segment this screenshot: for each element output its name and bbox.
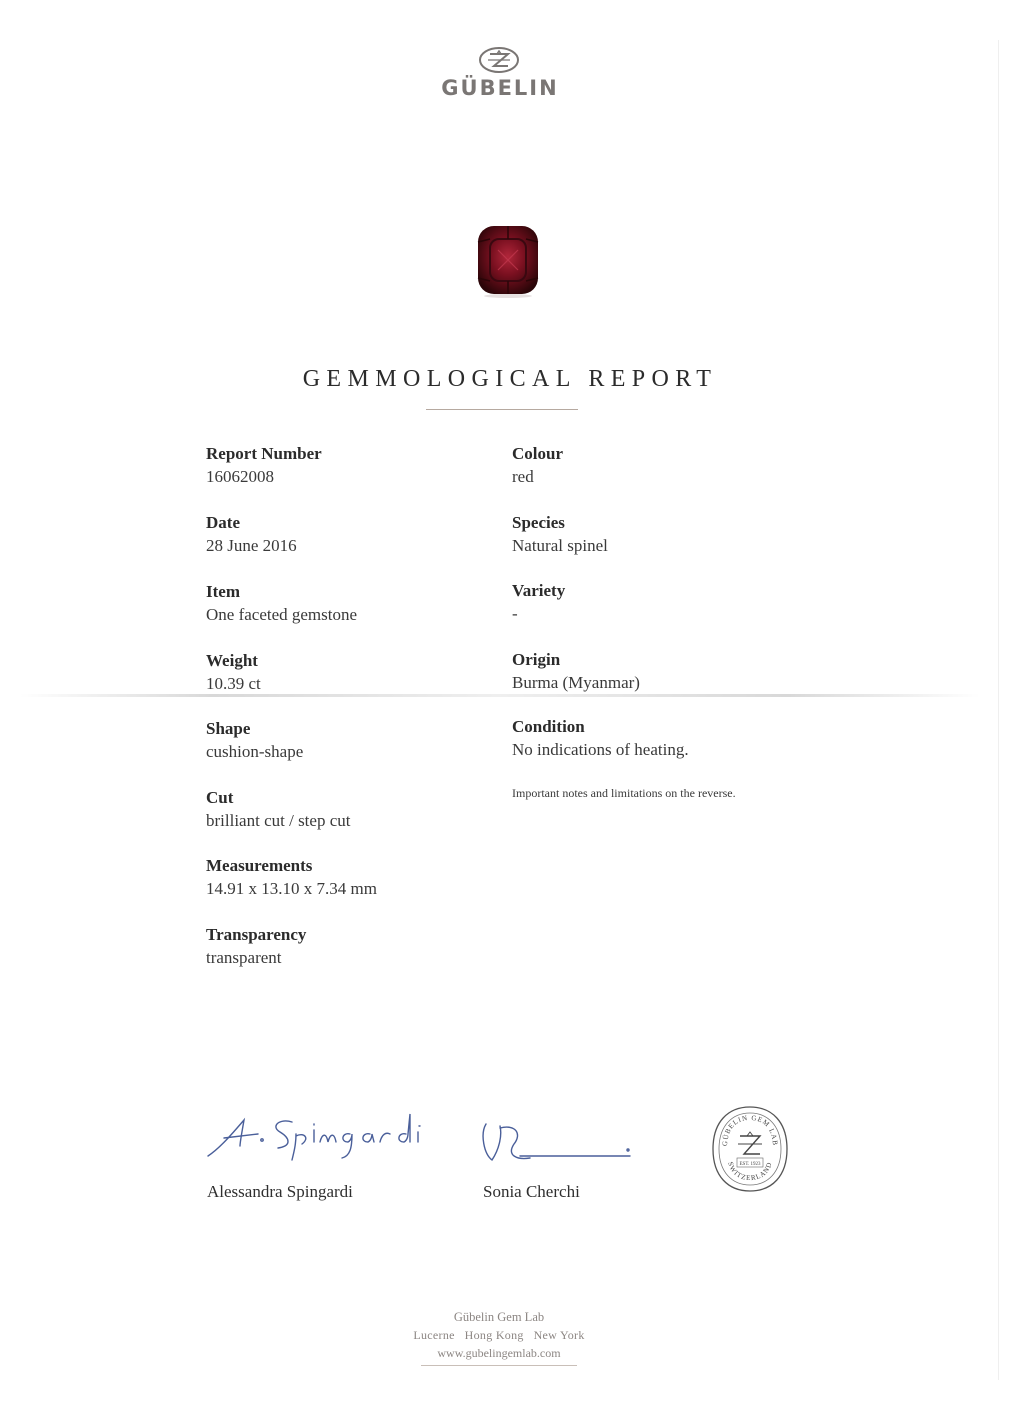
title-divider xyxy=(426,409,578,410)
field-shape xyxy=(206,719,303,762)
footer-divider xyxy=(421,1365,577,1366)
report-title: GEMMOLOGICAL REPORT xyxy=(302,366,718,392)
field-label: Colour xyxy=(512,444,563,463)
field-value: No indications of heating. xyxy=(512,740,689,759)
field-condition xyxy=(512,717,689,760)
paper-fold-line xyxy=(20,694,980,697)
brand-wordmark: GÜBELIN xyxy=(441,76,559,100)
signatures-image xyxy=(200,1104,660,1184)
field-label: Variety xyxy=(512,581,566,600)
field-value: 10.39 ct xyxy=(206,674,261,693)
field-label: Origin xyxy=(512,650,561,669)
field-label: Date xyxy=(206,513,240,532)
field-value: 14.91 x 13.10 x 7.34 mm xyxy=(206,879,377,898)
field-label: Condition xyxy=(512,717,585,736)
field-value: transparent xyxy=(206,948,282,967)
svg-text:GÜBELIN GEM LAB: GÜBELIN GEM LAB xyxy=(720,1113,780,1147)
field-value: cushion-shape xyxy=(206,742,304,761)
field-label: Measurements xyxy=(206,856,313,875)
signer-2-name: Sonia Cherchi xyxy=(483,1182,580,1201)
footer-website-link[interactable]: www.gubelingemlab.com xyxy=(437,1346,561,1360)
field-value: 28 June 2016 xyxy=(206,536,297,555)
svg-text:EST. 1923: EST. 1923 xyxy=(739,1162,761,1167)
field-transparency xyxy=(206,925,306,968)
field-label: Transparency xyxy=(206,925,307,944)
field-value: 16062008 xyxy=(206,467,274,486)
field-origin xyxy=(512,650,640,693)
field-label: Item xyxy=(206,582,240,601)
field-item xyxy=(206,582,357,625)
field-value: Natural spinel xyxy=(512,536,608,555)
field-value: red xyxy=(512,467,534,486)
gubelin-emblem-icon xyxy=(478,46,520,74)
page-edge xyxy=(998,40,999,1380)
gemstone-image xyxy=(474,222,542,298)
field-value: brilliant cut / step cut xyxy=(206,811,351,830)
footer-lab-name: Gübelin Gem Lab xyxy=(453,1310,545,1324)
field-report-number xyxy=(206,444,322,487)
field-label: Cut xyxy=(206,788,234,807)
field-value: One faceted gemstone xyxy=(206,605,358,624)
field-label: Report Number xyxy=(206,444,322,463)
important-notes: Important notes and limitations on the reverse. xyxy=(512,786,736,800)
field-value: - xyxy=(512,604,518,623)
signer-1-name: Alessandra Spingardi xyxy=(207,1182,353,1201)
field-measurements xyxy=(206,856,377,899)
gubelin-gem-lab-seal-icon xyxy=(710,1104,790,1194)
field-label: Weight xyxy=(206,651,258,670)
svg-text:SWITZERLAND: SWITZERLAND xyxy=(726,1160,774,1183)
field-label: Shape xyxy=(206,719,251,738)
field-date xyxy=(206,513,297,556)
field-variety xyxy=(512,581,565,624)
field-cut xyxy=(206,788,350,831)
field-species xyxy=(512,513,608,556)
field-weight xyxy=(206,651,261,694)
field-label: Species xyxy=(512,513,565,532)
field-value: Burma (Myanmar) xyxy=(512,673,640,692)
footer-cities: Lucerne Hong Kong New York xyxy=(413,1328,585,1342)
field-colour xyxy=(512,444,563,487)
footer xyxy=(300,1310,698,1361)
